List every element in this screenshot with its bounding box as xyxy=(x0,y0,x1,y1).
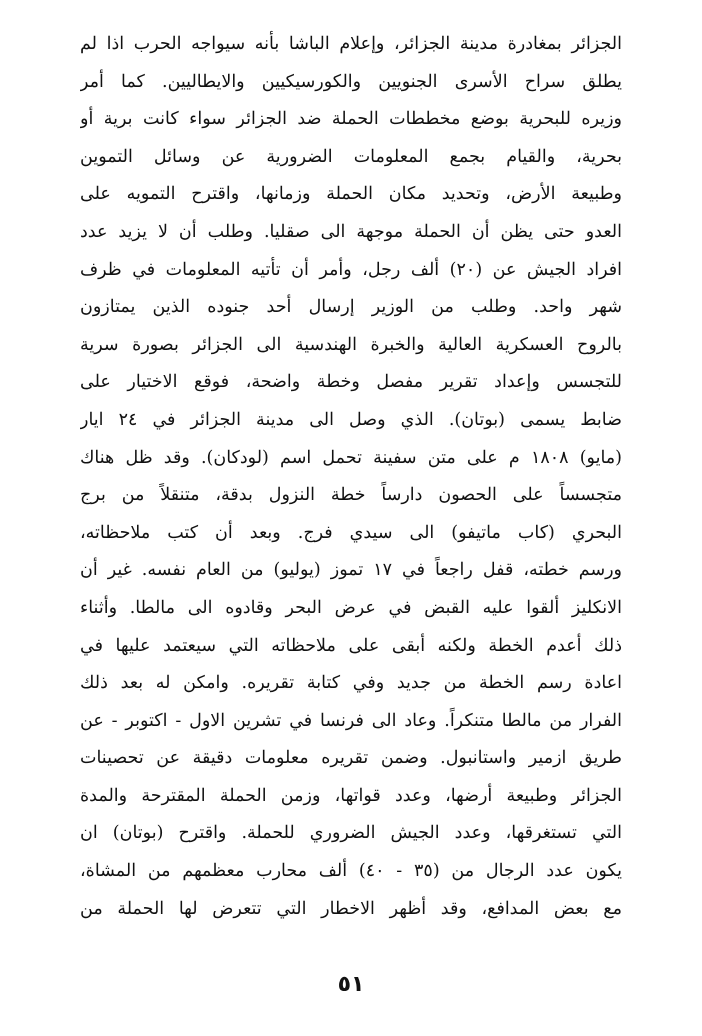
text-line: البحري (كاب ماتيفو) الى سيدي فرج. وبعد أن كتب ملاحظاته، xyxy=(80,522,622,543)
text-line: افراد الجيش عن (٢٠) ألف رجل، وأمر أن تأتيه المعلومات في ظرف xyxy=(80,259,622,280)
text-line: وطبيعة الأرض، وتحديد مكان الحملة وزمانها، واقترح التمويه على xyxy=(80,184,622,205)
text-line: اعادة رسم الخطة من جديد وفي كتابة تقريره. وامكن له بعد ذلك xyxy=(80,673,622,694)
text-line: بحرية، والقيام بجمع المعلومات الضرورية عن وسائل التموين xyxy=(80,146,622,167)
text-line: الفرار من مالطا متنكراً. وعاد الى فرنسا في تشرين الاول - اكتوبر - عن xyxy=(80,710,622,731)
text-line: للتجسس وإعداد تقرير مفصل وخطة واضحة، فوقع الاختيار على xyxy=(80,372,622,393)
text-line: يكون عدد الرجال من (٣٥ - ٤٠) ألف محارب معظمهم من المشاة، xyxy=(80,861,622,882)
text-line: شهر واحد. وطلب من الوزير إرسال أحد جنوده الذين يمتازون xyxy=(80,297,622,318)
text-line: بالروح العسكرية العالية والخبرة الهندسية الى الجزائر بصورة سرية xyxy=(80,334,622,355)
body-text xyxy=(80,26,622,928)
text-line: وزيره للبحرية بوضع مخططات الحملة ضد الجزائر سواء كانت برية أو xyxy=(80,109,622,130)
text-line: طريق ازمير واستانبول. وضمن تقريره معلومات دقيقة عن تحصينات xyxy=(80,748,622,769)
text-line: الانكليز ألقوا عليه القبض في عرض البحر وقادوه الى مالطا. وأثناء xyxy=(80,597,622,618)
text-line: الجزائر بمغادرة مدينة الجزائر، وإعلام الباشا بأنه سيواجه الحرب اذا لم xyxy=(80,34,622,54)
book-page xyxy=(80,26,622,1036)
page-number: ٥١ xyxy=(337,972,365,997)
text-line: يطلق سراح الأسرى الجنويين والكورسيكيين والايطاليين. كما أمر xyxy=(80,71,622,92)
text-line: التي تستغرقها، وعدد الجيش الضروري للحملة. واقترح (بوتان) ان xyxy=(80,823,622,844)
text-line: (مايو) ١٨٠٨ م على متن سفينة تحمل اسم (لودكان). وقد ظل هناك xyxy=(80,447,622,468)
text-line: مع بعض المدافع، وقد أظهر الاخطار التي تتعرض لها الحملة من xyxy=(80,898,622,919)
text-line: ورسم خطته، قفل راجعاً في ١٧ تموز (يوليو) من العام نفسه. غير أن xyxy=(80,560,622,581)
text-line: ذلك أعدم الخطة ولكنه أبقى على ملاحظاته التي سيعتمد عليها في xyxy=(80,635,622,656)
text-line: متجسساً على الحصون دارساً خطة النزول بدقة، متنقلاً من برج xyxy=(80,485,622,506)
text-line: الجزائر وطبيعة أرضها، وعدد قواتها، وزمن الحملة المقترحة والمدة xyxy=(80,785,622,806)
text-line: العدو حتى يظن أن الحملة موجهة الى صقليا. وطلب أن لا يزيد عدد xyxy=(80,221,622,242)
text-line: ضابط يسمى (بوتان). الذي وصل الى مدينة الجزائر في ٢٤ ايار xyxy=(80,409,622,430)
